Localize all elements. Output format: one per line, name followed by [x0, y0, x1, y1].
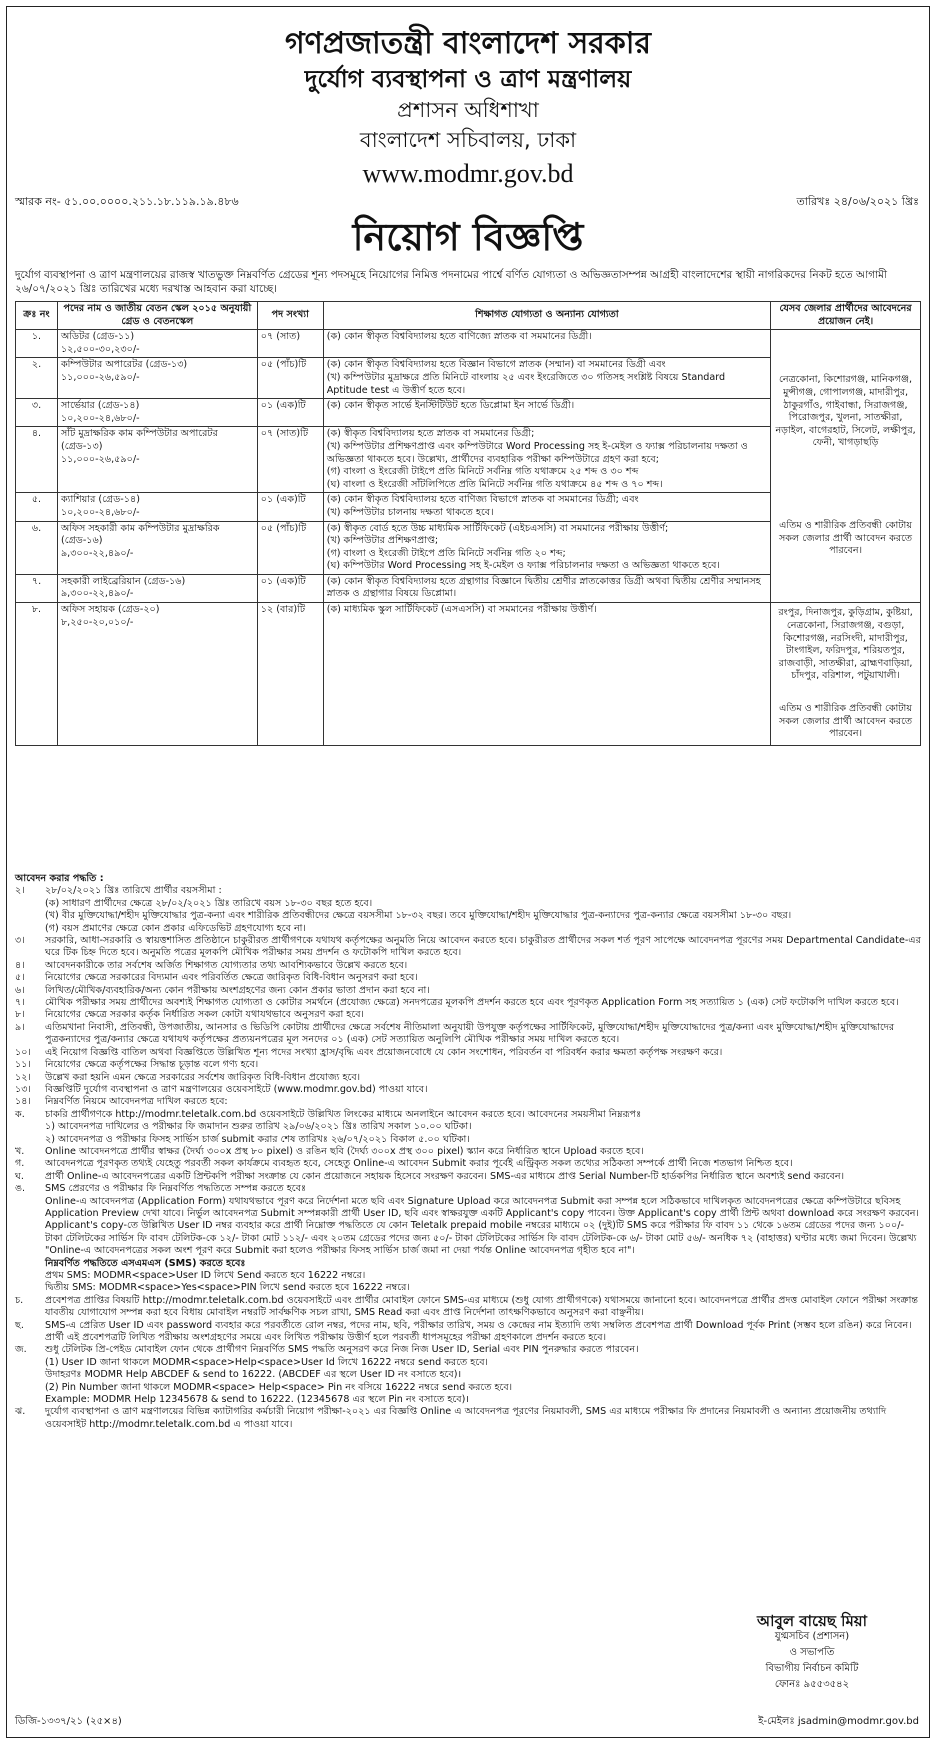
print-code: ডিজি-১৩৩৭/২১ (২৫×৪) [15, 1716, 122, 1727]
procedure-item [15, 1047, 923, 1059]
procedure-item-number [15, 1134, 45, 1146]
procedure-item-text: প্রথম SMS: MODMR<space>User ID লিখে Send করতে হবে 16222 নম্বরে। [45, 1270, 366, 1281]
row-qualification [323, 493, 770, 521]
procedure-item-number [15, 1121, 45, 1133]
procedure-item-text: মৌখিক পরীক্ষার সময় প্রার্থীদের অবশ্যই শিক্ষাগত যোগ্যতা ও কোটার সমর্থনে (প্রযোজ্য ক্ষেত্রে) সনদপত্রের মূলকপি প্রদর্শন করতে হবে এবং পূরণকৃত Application Form সহ সত্যায়িত ১ (এক) সেট ফটোকপি দাখিল করতে হবে। [45, 997, 899, 1009]
qualification-line: (ক) কোন স্বীকৃত বিশ্ববিদ্যালয় হতে বাণিজ্য বিভাগে স্নাতক বা সমমানের ডিগ্রী; এবং [326, 494, 639, 506]
row-qualification [323, 330, 770, 358]
procedure-item-number: ঙ. [15, 1183, 26, 1195]
post-name: ক্যাশিয়ার (গ্রেড-১৪) [60, 494, 140, 506]
procedure-item-number [15, 923, 45, 935]
procedure-item-text: নিয়োগের ক্ষেত্রে কর্তৃপক্ষের সিদ্ধান্ত চূড়ান্ত বলে গণ্য হবে। [45, 1059, 259, 1071]
procedure-heading: আবেদন করার পদ্ধতি : [15, 873, 104, 884]
procedure-item-number: ১৩। [15, 1083, 31, 1095]
table-header-row [16, 302, 921, 330]
wing-name: প্রশাসন অধিশাখা [397, 98, 539, 122]
procedure-item-number: ১০। [15, 1046, 31, 1058]
procedure-item [15, 1344, 923, 1356]
procedure-item [15, 885, 923, 897]
row-count: ০৭ (সাত)টি [257, 427, 323, 493]
procedure-item-number: ঝ. [15, 1406, 26, 1418]
procedure-item-text: এতিমখানা নিবাসী, প্রতিবন্ধী, উপজাতীয়, আনসার ও ভিডিপি কোটায় প্রার্থীদের ক্ষেত্রে সর্বশেষ নীতিমালা অনুযায়ী উপযুক্ত কর্তৃপক্ষের সার্টিফিকেট, মুক্তিযোদ্ধা/শহীদ মুক্তিযোদ্ধাদের পুত্র/কন্যা এবং মুক্তিযোদ্ধা/শহীদ মুক্তিযোদ্ধাদের পুত্রকন্যাদের পুত্র/কন্যার ক্ষেত্রে যথাযথ কর্তৃপক্ষের প্রত্যয়নপত্রের মূল সনদের ০১ (এক) সেট সত্যায়িত অনুলিপি মৌখিক পরীক্ষার সময় দাখিল করতে হবে। [45, 1021, 895, 1046]
procedure-item-text: নিয়োগের ক্ষেত্রে সরকারের বিদ্যমান এবং পরিবর্তিত ক্ষেত্রে জারিকৃত বিধি-বিধান অনুসরণ করা হবে। [45, 972, 418, 984]
procedure-item-number: ৬। [15, 984, 25, 996]
post-name: অডিটর (গ্রেড-১১) [60, 331, 135, 343]
qualification-line: (খ) কম্পিউটার চালনায় দক্ষতা থাকতে হবে। [326, 506, 494, 518]
row-sl: ৮. [16, 603, 58, 746]
notice-page [6, 6, 930, 1738]
procedure-item-text: ২৮/০২/২০২১ খ্রিঃ তারিখে প্রার্থীর বয়সসীমা : [45, 885, 222, 897]
qualification-line: (গ) বাংলা ও ইংরেজী টাইপে প্রতি মিনিটে সর্বনিম্ন গতি ২০ শব্দ; [326, 547, 566, 559]
pay-scale: ১১,০০০-২৬,৫৯০/- [60, 453, 140, 465]
procedure-item-text: দুর্যোগ ব্যবস্থাপনা ও ত্রাণ মন্ত্রণালয়ের বিভিন্ন ক্যাটাগরির কর্মচারী নিয়োগ পরীক্ষা-২০২১ এর বিজ্ঞপ্তি Online এ আবেদনপত্র পূরণের নিয়মাবলী, SMS এর মাধ্যমে পরীক্ষার ফি প্রদানের নিয়মাবলী ও অন্যান্য প্রয়োজনীয় তথ্যাদি ওয়েবসাইট http://modmr.teletalk.com.bd এ পাওয়া যাবে। [45, 1406, 887, 1430]
procedure-item-number: ১২। [15, 1071, 31, 1083]
signatory-name: আবুল বায়েছ মিয়া [757, 1612, 867, 1630]
notice-title: নিয়োগ বিজ্ঞপ্তি [352, 215, 584, 259]
procedure-item-number: ১৪। [15, 1096, 31, 1108]
vacancy-rows [16, 330, 921, 746]
procedure-item [15, 985, 923, 997]
row-sl: ৪. [16, 427, 58, 493]
pay-scale: ১০,২০০-২৪,৬৮০/- [60, 412, 140, 424]
signatory-role: ও সভাপতি [789, 1647, 835, 1658]
procedure-item [15, 960, 923, 972]
pay-scale: ১২,৫০০-৩০,২৩০/- [60, 343, 140, 355]
row-qualification [323, 603, 770, 746]
pay-scale: ৯,৩০০-২২,৪৯০/- [60, 547, 134, 559]
col-count: পদ সংখ্যা [257, 302, 323, 330]
row-sl: ২. [16, 358, 58, 399]
qualification-line: (ক) মাধ্যমিক স্কুল সার্টিফিকেট (এসএসসি) বা সমমানের পরীক্ষায় উত্তীর্ণ। [326, 604, 597, 616]
procedure-item-text: (গ) বয়স প্রমাণের ক্ষেত্রে কোন প্রকার এফিডেভিট গ্রহণযোগ্য হবে না। [45, 922, 306, 934]
procedure-item-text: (1) User ID জানা থাকলে MODMR<space>Help<space>User Id লিখে 16222 নম্বরে send করতে হবে। [45, 1356, 488, 1368]
row-sl: ১. [16, 330, 58, 358]
procedure-item [15, 1158, 923, 1170]
post-name: অফিস সহায়ক (গ্রেড-২০) [60, 604, 160, 616]
row-sl: ৩. [16, 399, 58, 427]
procedure-item-text: Online-এ আবেদনপত্র (Application Form) যথাযথভাবে পূরণ করে নির্দেশনা মতে ছবি এবং Signature Upload করে আবেদনপত্র Submit করা সম্পন্ন হলে সঠিকভাবে দাখিলকৃত আবেদনপত্রের ক্ষেত্রে কম্পিউটারে ছবিসহ Application Preview দেখা যাবে। নির্ভুল আবেদনপত্র Submit সম্পন্নকারী প্রার্থী User ID, ছবি এবং স্বাক্ষরযুক্ত একটি Applicant's copy পাবেন। উক্ত Applicant's copy প্রার্থী প্রিন্ট অথবা download করে সংরক্ষণ করবেন। Applicant's copy-তে উল্লিখিত User ID নম্বর ব্যবহার করে প্রার্থী নিম্নোক্ত পদ্ধতিতে যে কোন Teletalk prepaid mobile নম্বরের মাধ্যমে ০২ (দুই)টি SMS করে পরীক্ষার ফি বাবদ ১১ থেকে ১৬তম গ্রেডের পদের জন্য ১০০/- টাকা টেলিটকের সার্ভিস ফি বাবদ টেলিটক-কে ১২/- টাকা মোট ১১২/- এবং ২০তম গ্রেডের পদের জন্য ৫০/- টাকা টেলিটকের সার্ভিস ফি বাবদ টেলিটক-কে ৬/- টাকা মোট ৫৬/- অনধিক ৭২ (বাহাত্তর) ঘণ্টার মধ্যে জমা দিবেন। উল্লেখ্য "Online-এ আবেদনপত্রের সকল অংশ পূরণ করে Submit করা হলেও পরীক্ষার ফিসহ সার্ভিস চার্জ জমা না দেয়া পর্যন্ত Online আবেদনপত্র গৃহীত হবে না"। [45, 1195, 919, 1257]
pay-scale: ৯,৩০০-২২,৪৯০/- [60, 588, 134, 600]
memo-number: স্মারক নং- ৫১.০০.০০০০.২১১.১৮.১১৯.১৯.৪৮৬ [15, 195, 239, 208]
quota-note: এতিম ও শারীরিক প্রতিবন্ধী কোটায় সকল জেলার প্রার্থী আবেদন করতে পারবেন। [778, 702, 913, 740]
procedure-item-number [15, 898, 45, 910]
district-cell-a [771, 330, 921, 603]
procedure-item-number: খ. [15, 1145, 25, 1157]
notice-date: তারিখঃ ২৪/০৬/২০২১ খ্রিঃ [796, 195, 919, 208]
row-count: ০১ (এক)টি [257, 574, 323, 602]
vacancy-table [15, 301, 921, 746]
row-sl: ৭. [16, 574, 58, 602]
row-post [57, 574, 257, 602]
procedure-item-number [15, 1369, 45, 1381]
row-post [57, 521, 257, 574]
row-post [57, 399, 257, 427]
procedure-item [15, 923, 923, 935]
procedure-item-text: নিয়োগের ক্ষেত্রে সরকার কর্তৃক নির্ধারিত সকল কোটা যথাযথভাবে অনুসরণ করা হবে। [45, 1009, 364, 1021]
procedure-item-text: সরকারি, আধা-সরকারি ও স্বায়ত্তশাসিত প্রতিষ্ঠানে চাকুরীরত প্রার্থীগণকে যথাযথ কর্তৃপক্ষের অনুমতি নিয়ে আবেদন করতে হবে। চাকুরীরত প্রার্থীদের সকল শর্ত পূরণ সাপেক্ষে আবেদনপত্র পূরণের সময় Departmental Candidate-এর ঘরে টিক চিহ্ন দিতে হবে। অনুমতি পত্রের মূলকপি মৌখিক পরীক্ষার সময় প্রদর্শন ও ফটোকপি দাখিল করতে হবে। [45, 935, 921, 959]
procedure-item-number: ৩। [15, 935, 25, 947]
procedure-item-text: SMS-এ প্রেরিত User ID এবং password ব্যবহার করে পরবর্তীতে রোল নম্বর, পদের নাম, ছবি, পরীক্ষার তারিখ, সময় ও কেন্দ্রের নাম ইত্যাদি তথ্য সম্বলিত প্রবেশপত্র প্রার্থী Download পূর্বক Print (সম্ভব হলে রঙিন) করে নিবেন। প্রার্থী এই প্রবেশপত্রটি লিখিত পরীক্ষায় অংশগ্রহণের সময়ে এবং লিখিত পরীক্ষায় উত্তীর্ণ হলে পরবর্তী ধাপসমূহের পরীক্ষা গ্রহণকালে প্রদর্শন করতে হবে। [45, 1319, 912, 1344]
procedure-item [15, 935, 923, 960]
procedure-item [15, 1134, 923, 1146]
signatory-phone: ফোনঃ ৯৫৫৩৫৪২ [774, 1679, 850, 1690]
row-sl: ৬. [16, 521, 58, 574]
pay-scale: ৮,২৫০-২০,০১০/- [60, 616, 134, 628]
pay-scale: ১১,০০০-২৬,৫৯০/- [60, 371, 140, 383]
post-name: অফিস সহকারী কাম কম্পিউটার মুদ্রাক্ষরিক (গ্রেড-১৬) [60, 522, 220, 547]
row-sl: ৫. [16, 493, 58, 521]
procedure-item [15, 997, 923, 1009]
procedure-item-text: লিখিত/মৌখিক/ব্যবহারিক/অন্য কোন পরীক্ষায় অংশগ্রহণের জন্য কোন প্রকার ভাতা প্রদান করা হবে না। [45, 984, 430, 996]
row-count: ০৫ (পাঁচ)টি [257, 358, 323, 399]
post-name: কম্পিউটার অপারেটর (গ্রেড-১৩) [60, 359, 188, 371]
row-count: ১২ (বার)টি [257, 603, 323, 746]
secretariat-address: বাংলাদেশ সচিবালয়, ঢাকা [359, 128, 577, 152]
procedure-item [15, 910, 923, 922]
col-qualification: শিক্ষাগত যোগ্যতা ও অন্যান্য যোগ্যতা [323, 302, 770, 330]
procedure-item-text: প্রার্থী Online-এ আবেদনপত্রের একটি প্রিন্টকপি পরীক্ষা সংক্রান্ত যে কোন প্রয়োজনে সহায়ক হিসেবে সংরক্ষণ করবেন। SMS-এর মাধ্যমে প্রাপ্ত Serial Number-টি হার্ডকপির নির্ধারিত স্থানে অবশ্যই send করবেন। [45, 1170, 844, 1182]
procedure-item [15, 1394, 923, 1406]
procedure-item-text: (খ) বীর মুক্তিযোদ্ধা/শহীদ মুক্তিযোদ্ধার পুত্র-কন্যা এবং শারীরিক প্রতিবন্ধীদের ক্ষেত্রে বয়সসীমা ১৮-৩২ বছর। তবে মুক্তিযোদ্ধা/শহীদ মুক্তিযোদ্ধার পুত্র-কন্যাদের পুত্র-কন্যার ক্ষেত্রে বয়সসীমা ১৮-৩০ বছর। [45, 910, 792, 922]
procedure-item-text: আবেদনকারীকে তার সর্বশেষ অর্জিত শিক্ষাগত যোগ্যতার তথ্য আবশ্যিকভাবে উল্লেখ করতে হবে। [45, 959, 408, 971]
procedure-item [15, 1282, 923, 1294]
procedure-item-number: গ. [15, 1158, 25, 1170]
qualification-line: (ঘ) বাংলা ও ইংরেজী সাঁটলিপিতে প্রতি মিনিটে সর্বনিম্ন গতি যথাক্রমে ৪৫ শব্দ ও ৭০ শব্দ। [326, 478, 663, 490]
excluded-districts: নেত্রকোনা, কিশোরগঞ্জ, মানিকগঞ্জ, মুন্সীগঞ্জ, গোপালগঞ্জ, মাদারীপুর, ঠাকুরগাঁও, গাইবান্ধা, সিরাজগঞ্জ, পিরোজপুর, খুলনা, সাতক্ষীরা, নড়াইল, বাগেরহাট, সিলেট, লক্ষীপুর, ফেনী, খাগড়াছড়ি [775, 374, 916, 449]
procedure-item-number: ২। [15, 885, 25, 897]
row-qualification [323, 427, 770, 493]
row-post [57, 427, 257, 493]
qualification-line: (ক) স্বীকৃত বিশ্ববিদ্যালয় হতে স্নাতক বা সমমানের ডিগ্রী; [326, 428, 535, 440]
procedure-item [15, 1258, 923, 1270]
procedure-item-text: (ক) সাধারণ প্রার্থীদের ক্ষেত্রে ২৮/০২/২০২১ খ্রিঃ তারিখে বয়স ১৮-৩০ বছর হতে হবে। [45, 897, 373, 909]
post-name: সহকারী লাইব্রেরিয়ান (গ্রেড-১৬) [60, 575, 186, 587]
procedure-item-number [15, 1270, 45, 1282]
procedure-item [15, 1270, 923, 1282]
row-count: ০৭ (সাত) [257, 330, 323, 358]
qualification-line: (ক) কোন স্বীকৃত বিশ্ববিদ্যালয় হতে গ্রন্থাগার বিজ্ঞানে দ্বিতীয় শ্রেণীর স্নাতকোত্তর ডিগ্রী অথবা দ্বিতীয় শ্রেণীর সম্মানসহ স্নাতক ও গ্রন্থাগার বিষয়ে ডিপ্লোমা। [326, 575, 761, 600]
procedure-item-text: উল্লেখ করা হয়নি এমন ক্ষেত্রে সরকারের সর্বশেষ জারিকৃত বিধি-বিধান প্রযোজ্য হবে। [45, 1071, 361, 1083]
procedure-item-text: ২) আবেদনপত্র ও পরীক্ষার ফিসহ সার্ভিস চার্জ submit করার শেষ তারিখঃ ২৬/০৭/২০২১ বিকাল ৫.০০ ঘটিকা। [45, 1133, 470, 1145]
procedure-item-number: ৫। [15, 972, 25, 984]
col-district: যেসব জেলার প্রার্থীদের আবেদনের প্রয়োজন নেই। [771, 302, 921, 330]
table-row [16, 330, 921, 358]
qualification-line: (গ) বাংলা ও ইংরেজী টাইপে প্রতি মিনিটে সর্বনিম্ন গতি যথাক্রমে ২৫ শব্দ ও ৩০ শব্দ [326, 466, 639, 478]
procedure-item-text: Example: MODMR Help 12345678 & send to 16222. (12345678 এর স্থলে Pin নং বসাতে হবে)। [45, 1394, 469, 1406]
district-cell-b [771, 603, 921, 746]
procedure-item-number: ৭। [15, 997, 25, 1009]
procedure-item-number: ৮। [15, 1009, 25, 1021]
procedure-item-text: ১) আবেদনপত্র দাখিলের ও পরীক্ষার ফি জমাদান শুরুর তারিখ ২৯/০৬/২০২১ খ্রিঃ তারিখ সকাল ১০.০০ ঘটিকা। [45, 1121, 472, 1133]
procedure-item [15, 1171, 923, 1183]
row-post [57, 603, 257, 746]
qualification-line: (ক) কোন স্বীকৃত বিশ্ববিদ্যালয় হতে বাণিজ্যে স্নাতক বা সমমানের ডিগ্রী। [326, 331, 592, 343]
procedure-item-text: আবেদনপত্রে পূরণকৃত তথ্যই যেহেতু পরবর্তী সকল কার্যক্রমে ব্যবহৃত হবে, সেহেতু Online-এ আবেদন Submit করার পূর্বেই এন্ট্রিকৃত সকল তথ্যের সঠিকতা সম্পর্কে প্রার্থী নিজে শতভাগ নিশ্চিত হবে। [45, 1158, 793, 1170]
procedure-item-text: চাকরি প্রার্থীগণকে http://modmr.teletalk.com.bd ওয়েবসাইটে উল্লিখিত লিংকের মাধ্যমে অনলাইনে আবেদন করতে হবে। আবেদনের সময়সীমা নিম্নরূপঃ [45, 1108, 642, 1120]
website-url: www.modmr.gov.bd [362, 159, 574, 188]
procedure-item-text: (2) Pin Number জানা থাকলে MODMR<space> Help<space> Pin নং বসিয়ে 16222 নম্বরে send করতে হবে। [45, 1381, 513, 1393]
procedure-item-text: বিজ্ঞপ্তিটি দুর্যোগ ব্যবস্থাপনা ও ত্রাণ মন্ত্রণালয়ের ওয়েবসাইটে (www.modmr.gov.bd) পাওয়া যাবে। [45, 1083, 428, 1095]
procedure-item-number: ৯। [15, 1021, 25, 1033]
procedure-item-number: ক. [15, 1108, 25, 1120]
procedure-item [15, 1369, 923, 1381]
row-count: ০৫ (পাঁচ)টি [257, 521, 323, 574]
procedure-item [15, 1382, 923, 1394]
application-procedure [15, 873, 923, 1431]
procedure-item-text: নিম্নবর্ণিত নিয়মে আবেদনপত্র দাখিল করতে হবে: [45, 1096, 228, 1108]
procedure-item [15, 1295, 923, 1320]
col-sl: ক্রঃ নং [16, 302, 58, 330]
procedure-item-number: ১১। [15, 1059, 31, 1071]
committee-name: বিভাগীয় নির্বাচন কমিটি [765, 1663, 859, 1674]
row-post [57, 493, 257, 521]
qualification-line: (ঘ) কম্পিউটার Word Processing সহ ই-মেইল ও ফ্যাক্স পরিচালনার দক্ষতা ও অভিজ্ঞতা থাকতে হবে। [326, 560, 720, 572]
qualification-line: (খ) কম্পিউটার প্রশিক্ষণপ্রাপ্ত এবং কম্পিউটারে Word Processing সহ ই-মেইল ও ফ্যাক্স পরিচালনায় দক্ষতা ও অভিজ্ঞতা থাকতে হবে। উল্লেখ্য, প্রার্থীদের ব্যবহারিক পরীক্ষা কম্পিউটারে গ্রহণ করা হবে; [326, 440, 748, 465]
procedure-item-text: Online আবেদনপত্রে প্রার্থীর স্বাক্ষর (দৈর্ঘ্য ৩০০x প্রস্থ ৮০ pixel) ও রঙিন ছবি (দৈর্ঘ্য ৩০০x প্রস্থ ৩০০ pixel) স্ক্যান করে নির্ধারিত স্থানে Upload করতে হবে। [45, 1145, 644, 1157]
procedure-item [15, 1121, 923, 1133]
row-qualification [323, 358, 770, 399]
procedure-item-number: চ. [15, 1294, 24, 1306]
qualification-line: (ক) স্বীকৃত বোর্ড হতে উচ্চ মাধ্যমিক সার্টিফিকেট (এইচএসসি) বা সমমানের পরীক্ষায় উত্তীর্ণ; [326, 522, 669, 534]
post-name: সাঁট মুদ্রাক্ষরিক কাম কম্পিউটার অপারেটর (গ্রেড-১৩) [60, 428, 218, 452]
procedure-item [15, 1009, 923, 1021]
procedure-item [15, 1196, 923, 1258]
procedure-item-number [15, 910, 45, 922]
procedure-item-text: শুধু টেলিটক প্রি-পেইড মোবাইল ফোন থেকে প্রার্থীগণ নিম্নবর্ণিত SMS পদ্ধতি অনুসরণ করে নিজ নিজ User ID, Serial এবং PIN পুনরুদ্ধার করতে পারবেন। [45, 1344, 639, 1356]
row-post [57, 330, 257, 358]
qualification-line: (খ) কম্পিউটার প্রশিক্ষণপ্রাপ্ত; [326, 535, 439, 547]
post-name: সার্ভেয়ার (গ্রেড-১৪) [60, 400, 140, 412]
procedure-item-text: উদাহরণঃ MODMR Help ABCDEF & send to 16222. (ABCDEF এর স্থলে User ID নং বসাতে হবে)। [45, 1369, 462, 1381]
procedure-item-number: ঘ. [15, 1170, 24, 1182]
row-count: ০১ (এক)টি [257, 493, 323, 521]
procedure-item-number: ছ. [15, 1319, 24, 1331]
procedure-item [15, 1072, 923, 1084]
procedure-item [15, 1320, 923, 1345]
govt-title: গণপ্রজাতন্ত্রী বাংলাদেশ সরকার [285, 26, 651, 61]
procedure-item [15, 898, 923, 910]
row-count: ০১ (এক)টি [257, 399, 323, 427]
procedure-item-number [15, 1196, 45, 1258]
procedure-item [15, 1406, 923, 1431]
signatory-designation: যুগ্মসচিব (প্রশাসন) [774, 1631, 850, 1642]
procedure-item-number: ৪। [15, 959, 25, 971]
qualification-line: (খ) কম্পিউটার মুদ্রাক্ষরে প্রতি মিনিটে বাংলায় ২৫ এবং ইংরেজিতে ৩০ গতিসহ সংশ্লিষ্ট বিষয়ে Standard Aptitude test এ উত্তীর্ণ হতে হবে। [326, 371, 726, 396]
col-post: পদের নাম ও জাতীয় বেতন স্কেল ২০১৫ অনুযায়ী গ্রেড ও বেতনস্কেল [57, 302, 257, 330]
qualification-line: (ক) কোন স্বীকৃত সার্ভে ইনস্টিটিউট হতে ডিপ্লোমা ইন সার্ভে ডিগ্রী। [326, 400, 575, 412]
procedure-item-text: দ্বিতীয় SMS: MODMR<space>Yes<space>PIN লিখে send করতে হবে 16222 নম্বরে। [45, 1282, 410, 1294]
procedure-item-number: জ. [15, 1344, 27, 1356]
intro-paragraph: দুর্যোগ ব্যবস্থাপনা ও ত্রাণ মন্ত্রণালয়ের রাজস্ব খাতভুক্ত নিম্নবর্ণিত গ্রেডের শূন্য পদসমূহে নিয়োগের নিমিত্ত পদনামের পার্শ্বে বর্ণিত যোগ্যতা ও অভিজ্ঞতাসম্পন্ন আগ্রহী বাংলাদেশের স্থায়ী নাগরিকদের নিকট হতে আগামী ২৬/০৭/২০২১ খ্রিঃ তারিখের মধ্যে দরখাস্ত আহবান করা যাচ্ছে। [15, 269, 887, 295]
procedure-item [15, 1183, 923, 1195]
row-qualification [323, 521, 770, 574]
procedure-item [15, 1022, 923, 1047]
procedure-item-text: এই নিয়োগ বিজ্ঞপ্তি বাতিল অথবা বিজ্ঞপ্তিতে উল্লিখিত শূন্য পদের সংখ্যা হ্রাস/বৃদ্ধি এবং প্রয়োজনবোধে যে কোন সংশোধন, পরিবর্তন বা পরিবর্ধন করার ক্ষমতা কর্তৃপক্ষ সংরক্ষণ করে। [45, 1046, 723, 1058]
procedure-item-number [15, 1394, 45, 1406]
row-post [57, 358, 257, 399]
procedure-item-number [15, 1357, 45, 1369]
excluded-districts: রংপুর, দিনাজপুর, কুড়িগ্রাম, কুষ্টিয়া, নেত্রকোনা, সিরাজগঞ্জ, বগুড়া, কিশোরগঞ্জ, নরসিংদী, মাদারীপুর, টাংগাইল, ফরিদপুর, শরিয়তপুর, রাজবাড়ী, সাতক্ষীরা, ব্রাহ্মণবাড়িয়া, চাঁদপুর, বরিশাল, পটুয়াখালী। [778, 607, 913, 682]
procedure-item [15, 1357, 923, 1369]
qualification-line: (ক) কোন স্বীকৃত বিশ্ববিদ্যালয় হতে বিজ্ঞান বিভাগে স্নাতক (সম্মান) বা সমমানের ডিগ্রী এবং [326, 359, 666, 371]
quota-note: এতিম ও শারীরিক প্রতিবন্ধী কোটায় সকল জেলার প্রার্থী আবেদন করতে পারবেন। [778, 520, 913, 557]
procedure-item-number [15, 1282, 45, 1294]
procedure-item-text: প্রবেশপত্র প্রাপ্তির বিষয়টি http://modmr.teletalk.com.bd ওয়েবসাইটে এবং প্রার্থীর মোবাইল ফোনে SMS-এর মাধ্যমে (শুধু যোগ্য প্রার্থীগণকে) যথাসময়ে জানানো হবে। আবেদনপত্রে প্রার্থীর প্রদত্ত মোবাইল ফোনে পরীক্ষা সংক্রান্ত যাবতীয় যোগাযোগ সম্পন্ন করা হবে বিধায় মোবাইল নম্বরটি সার্বক্ষণিক সচল রাখা, SMS Read করা এবং প্রাপ্ত নির্দেশনা তাৎক্ষণিকভাবে অনুসরণ করা বাঞ্ছনীয়। [45, 1294, 918, 1319]
procedure-item-number [15, 1382, 45, 1394]
table-row [16, 603, 921, 746]
procedure-item-text: SMS প্রেরণের ও পরীক্ষার ফি নিম্নবর্ণিত পদ্ধতিতে সম্পন্ন করতে হবেঃ [45, 1183, 307, 1195]
row-qualification [323, 399, 770, 427]
procedure-item [15, 1109, 923, 1121]
signature-block [707, 1613, 917, 1693]
signatory-email: ই-মেইলঃ jsadmin@modmr.gov.bd [758, 1716, 919, 1727]
procedure-item-number [15, 1258, 45, 1270]
procedure-item [15, 1084, 923, 1096]
procedure-item [15, 1059, 923, 1071]
ministry-name: দুর্যোগ ব্যবস্থাপনা ও ত্রাণ মন্ত্রণালয় [304, 65, 632, 93]
procedure-item [15, 1146, 923, 1158]
pay-scale: ১০,২০০-২৪,৬৮০/- [60, 506, 140, 518]
procedure-item-text: নিম্নবর্ণিত পদ্ধতিতে এসএমএস (SMS) করতে হবেঃ [45, 1257, 246, 1269]
procedure-item [15, 1096, 923, 1108]
procedure-item [15, 972, 923, 984]
row-qualification [323, 574, 770, 602]
